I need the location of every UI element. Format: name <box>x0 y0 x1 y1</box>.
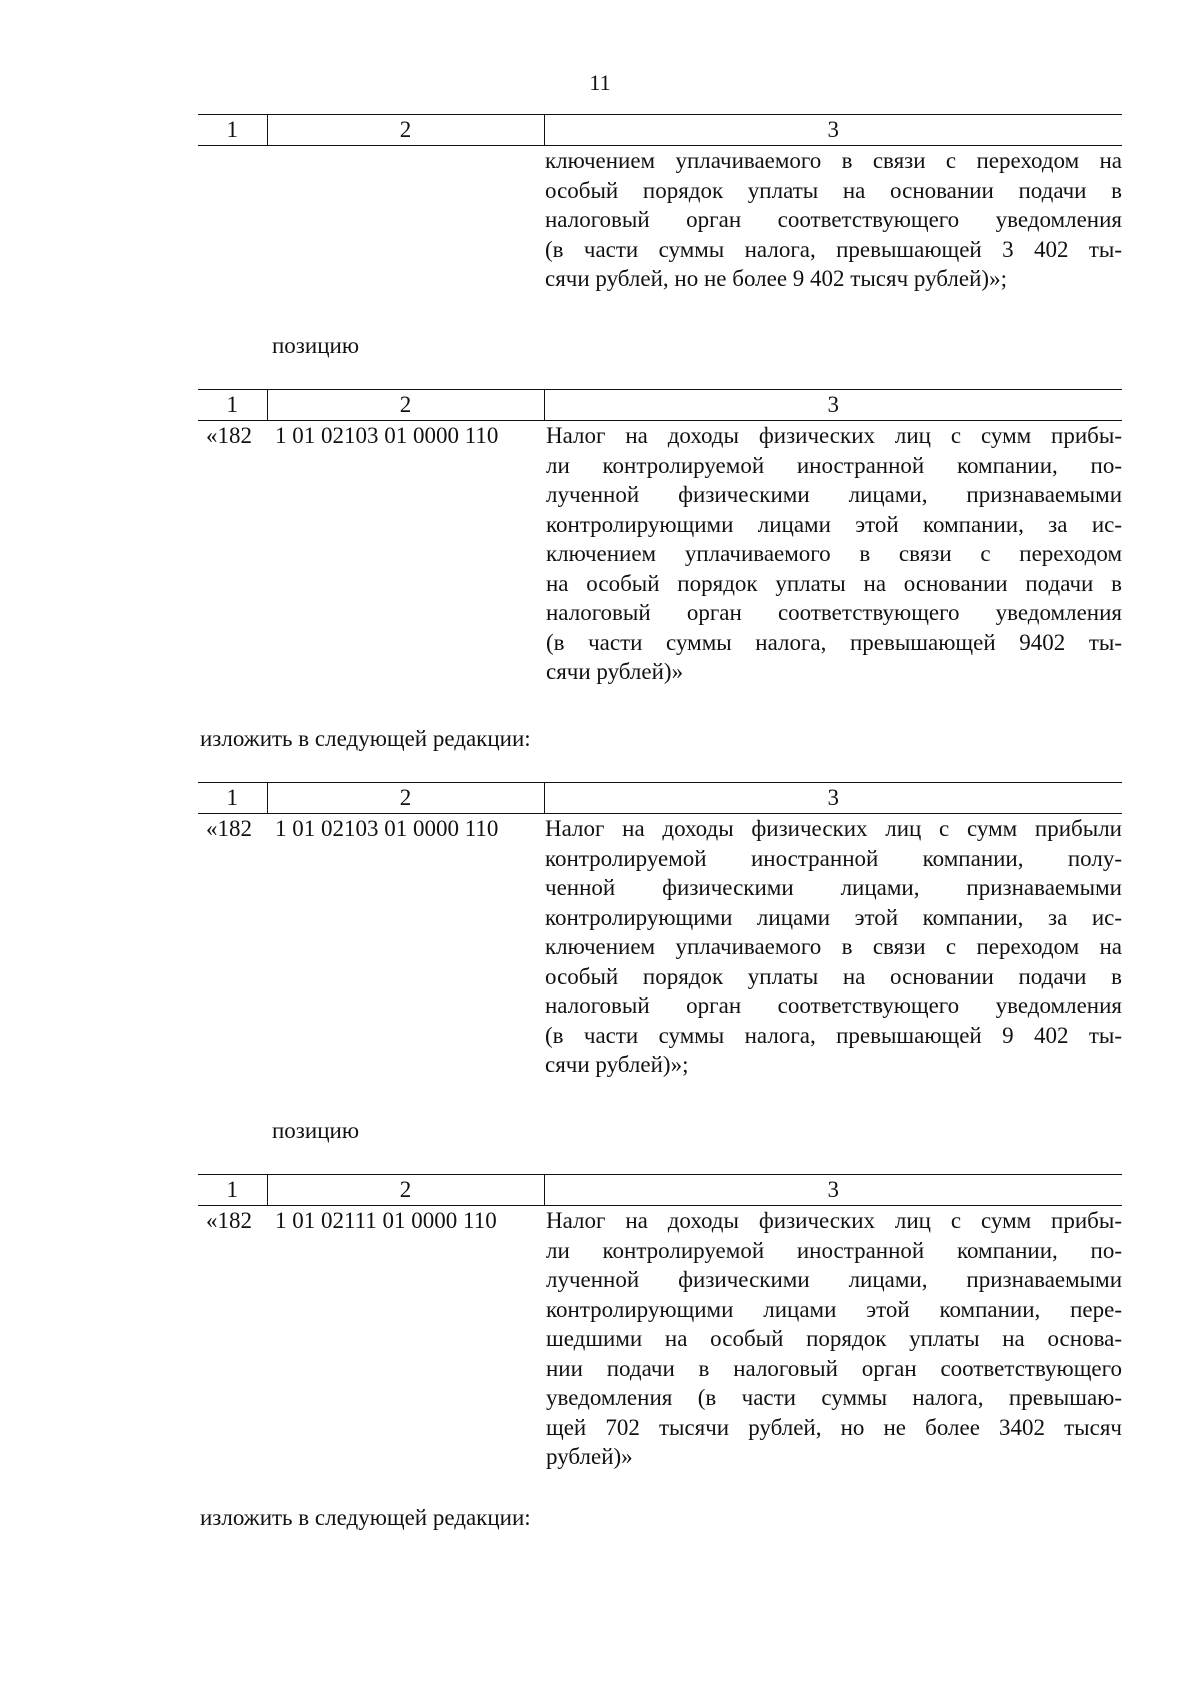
description-line: контролируемой иностранной компании, полу- <box>545 845 1122 871</box>
row-number-cell: «182 <box>206 423 252 448</box>
description-line: сячи рублей, но не более 9 402 тысяч рублей)»; <box>545 266 1007 291</box>
description-line: (в части суммы налога, превышающей 9402 ты- <box>546 629 1122 655</box>
code-table-1 <box>198 114 1122 294</box>
description-line: шедшими на особый порядок уплаты на основа- <box>546 1326 1122 1351</box>
column-header-3: 3 <box>544 783 1122 814</box>
description-line: (в части суммы налога, превышающей 3 402 ты- <box>545 236 1122 262</box>
column-header-3: 3 <box>544 390 1122 421</box>
description-line: ключением уплачиваемого в связи с переходом на <box>545 148 1122 173</box>
page-number: 11 <box>589 70 611 95</box>
description-cell <box>544 1206 1122 1472</box>
classification-code-cell <box>267 146 544 294</box>
column-header-1: 1 <box>198 783 267 814</box>
classification-code-cell: 1 01 02111 01 0000 110 <box>275 1208 497 1233</box>
description-line: налоговый орган соответствующего уведомления <box>546 600 1122 625</box>
table-row <box>198 146 1122 294</box>
table-row <box>198 1206 1122 1472</box>
classification-code-cell: 1 01 02103 01 0000 110 <box>275 423 499 448</box>
table-header-row <box>198 783 1122 814</box>
code-table-2 <box>198 389 1122 687</box>
description-line: ли контролируемой иностранной компании, по- <box>546 1237 1122 1263</box>
description-line: (в части суммы налога, превышающей 9 402 ты- <box>545 1022 1122 1048</box>
position-label: позицию <box>272 1118 360 1143</box>
table-header-row <box>198 115 1122 146</box>
edit-instruction: изложить в следующей редакции: <box>200 1505 531 1530</box>
description-line: Налог на доходы физических лиц с сумм прибыли <box>545 816 1122 841</box>
row-number-cell <box>198 146 267 294</box>
description-line: лученной физическими лицами, признаваемыми <box>546 1267 1122 1292</box>
description-cell <box>544 814 1122 1080</box>
column-header-1: 1 <box>198 390 267 421</box>
description-line: ключением уплачиваемого в связи с переходом на <box>545 934 1122 959</box>
column-header-2: 2 <box>267 783 544 814</box>
description-line: контролирующими лицами этой компании, за ис- <box>545 904 1122 930</box>
description-line: Налог на доходы физических лиц с сумм прибы- <box>546 1208 1122 1233</box>
table-row <box>198 814 1122 1080</box>
description-line: уведомления (в части суммы налога, превышаю- <box>546 1385 1122 1410</box>
column-header-1: 1 <box>198 1175 267 1206</box>
description-line: лученной физическими лицами, признаваемыми <box>546 482 1122 507</box>
description-line: нии подачи в налоговый орган соответствующего <box>546 1355 1122 1381</box>
table-header-row <box>198 390 1122 421</box>
description-line: налоговый орган соответствующего уведомления <box>545 207 1122 232</box>
description-line: на особый порядок уплаты на основании подачи в <box>546 570 1122 596</box>
description-line: особый порядок уплаты на основании подачи в <box>545 963 1122 989</box>
column-header-2: 2 <box>267 390 544 421</box>
description-line: Налог на доходы физических лиц с сумм прибы- <box>546 423 1122 448</box>
row-number-cell: «182 <box>206 1208 252 1233</box>
description-line: контролирующими лицами этой компании, за ис- <box>546 511 1122 537</box>
description-line: сячи рублей)» <box>546 659 684 684</box>
description-line: особый порядок уплаты на основании подачи в <box>545 177 1122 203</box>
column-header-2: 2 <box>267 1175 544 1206</box>
column-header-2: 2 <box>267 115 544 146</box>
description-line: сячи рублей)»; <box>545 1052 689 1077</box>
edit-instruction: изложить в следующей редакции: <box>200 726 531 751</box>
description-line: щей 702 тысячи рублей, но не более 3402 тысяч <box>546 1414 1122 1440</box>
table-header-row <box>198 1175 1122 1206</box>
code-table-3 <box>198 782 1122 1080</box>
column-header-3: 3 <box>544 115 1122 146</box>
column-header-1: 1 <box>198 115 267 146</box>
description-line: контролирующими лицами этой компании, пере- <box>546 1296 1122 1322</box>
table-row <box>198 421 1122 687</box>
description-line: ли контролируемой иностранной компании, по- <box>546 452 1122 478</box>
description-cell <box>544 421 1122 687</box>
row-number-cell: «182 <box>206 816 252 841</box>
column-header-3: 3 <box>544 1175 1122 1206</box>
description-line: налоговый орган соответствующего уведомления <box>545 993 1122 1018</box>
code-table-4 <box>198 1174 1122 1472</box>
description-cell <box>544 146 1122 294</box>
description-line: ченной физическими лицами, признаваемыми <box>545 875 1122 900</box>
description-line: рублей)» <box>546 1444 633 1469</box>
position-label: позицию <box>272 333 360 358</box>
description-line: ключением уплачиваемого в связи с переходом <box>546 541 1122 566</box>
classification-code-cell: 1 01 02103 01 0000 110 <box>275 816 499 841</box>
